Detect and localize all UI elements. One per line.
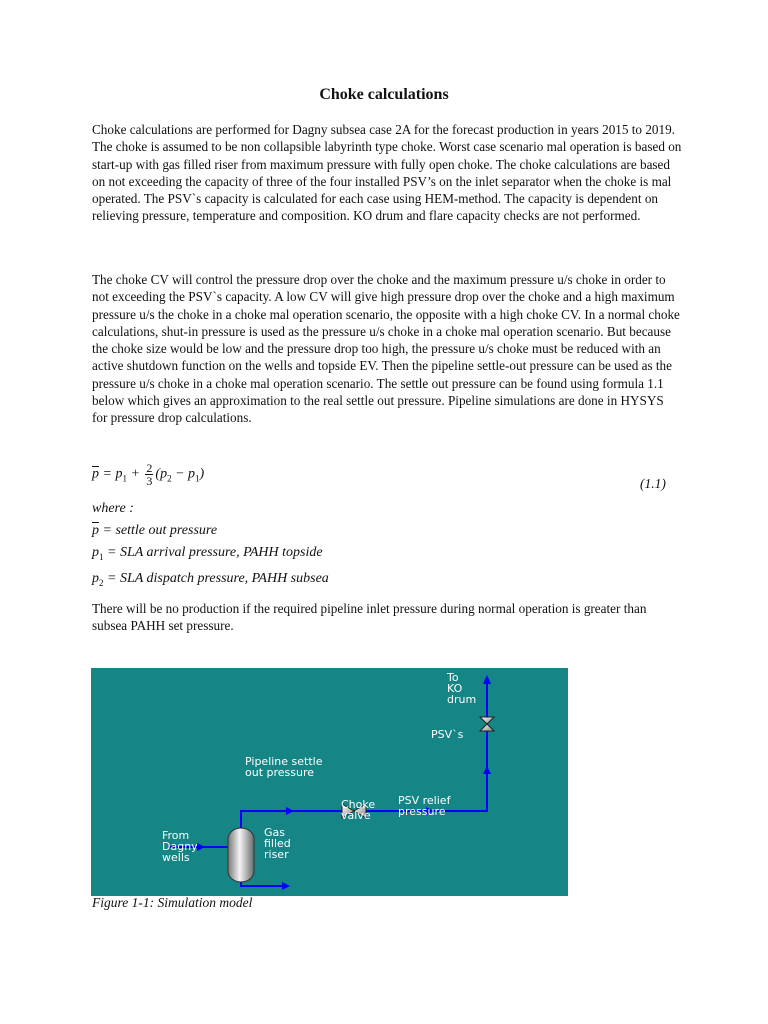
def-p2-symbol: p <box>92 570 99 586</box>
formula-paren-close: ) <box>199 466 205 482</box>
def-p2-text: = SLA dispatch pressure, PAHH subsea <box>103 570 329 586</box>
bottom-line <box>241 881 287 886</box>
def-pbar-text: = settle out pressure <box>99 523 218 538</box>
arrow-overhead <box>286 807 294 815</box>
formula-paren-open: ( <box>155 466 161 482</box>
fraction-denominator: 3 <box>146 474 153 488</box>
definition-p2 <box>92 568 329 594</box>
arrow-up-psv <box>483 766 491 774</box>
label-psvs: PSV`s <box>431 728 464 741</box>
def-p1-sub: 1 <box>99 551 104 562</box>
formula-p1: p <box>115 466 123 482</box>
formula-p1b: p <box>188 466 196 482</box>
label-gas-filled-riser: Gas filled riser <box>264 826 291 861</box>
psv-valve-symbol <box>480 717 494 731</box>
label-to-ko-drum: To KO drum <box>447 671 477 706</box>
equation-number: (1.1) <box>640 476 666 491</box>
def-pbar-symbol: $\overline{p}$ <box>92 523 99 538</box>
simulation-model-diagram <box>91 668 568 896</box>
formula-p2-sub: 2 <box>167 473 172 484</box>
paragraph-choke-cv: The choke CV will control the pressure drop over the choke and the maximum pressure u/s choke in order to not exceeding the PSV`s capacity. A low CV will give high pressure drop over the choke and a high maximum pressure u/s the choke in a choke mal operation scenario, the opposite with a high choke CV. In a normal choke calculations, shut-in pressure is used as the pressure u/s choke in a choke mal operation scenario. But because the choke size would be low and the pressure drop too high, the pressure u/s choke must be reduced with an active shutdown function on the wells and topside EV. Then the pipeline settle-out pressure can be used as the pressure u/s choke in a choke mal operation scenario. The settle out pressure can be found using formula 1.1 below which gives an approximation to the real settle out pressure. Pipeline simulations are done in HYSYS for pressure drop calculations. <box>92 272 680 426</box>
definition-p1 <box>92 542 329 568</box>
paragraph-intro: Choke calculations are performed for Dagny subsea case 2A for the forecast production in years 2015 to 2019. The choke is assumed to be non collapsible labyrinth type choke. Worst case scenario mal operation is based on start-up with gas filled riser from maximum pressure with fully open choke. The choke calculations are based on not exceeding the capacity of three of the four installed PSV’s on the inlet separator when the choke is mal operated. The PSV`s capacity is calculated for each case using HEM-method. The capacity is dependent on relieving pressure, temperature and composition. KO drum and flare capacity checks are not performed. <box>92 122 682 224</box>
formula-plus: + <box>126 466 144 482</box>
definition-where: where : <box>92 501 134 516</box>
formula-p1b-sub: 1 <box>195 473 200 484</box>
label-pipeline-settle: Pipeline settle out pressure <box>245 755 323 779</box>
formula-minus: − <box>171 466 189 482</box>
label-psv-relief: PSV relief pressure <box>398 794 451 818</box>
arrow-bottom <box>282 882 290 890</box>
def-p1-text: = SLA arrival pressure, PAHH topside <box>103 545 323 560</box>
separator-vessel <box>228 828 254 882</box>
label-choke-valve: Choke valve <box>341 798 376 822</box>
formula-fraction <box>145 462 153 487</box>
figure-caption: Figure 1-1: Simulation model <box>92 895 253 910</box>
definition-pbar <box>92 520 329 542</box>
overhead-line <box>241 811 342 829</box>
arrow-to-ko <box>483 675 491 684</box>
formula-pbar: $\overline{p}$ <box>92 466 99 482</box>
formula-p1-sub: 1 <box>122 473 127 484</box>
formula-p2: p <box>160 466 168 482</box>
def-p2-sub: 2 <box>99 577 104 588</box>
formula-definitions <box>92 498 329 594</box>
settle-out-formula <box>92 462 204 487</box>
process-lines <box>169 680 487 886</box>
formula-equals: = <box>99 466 116 482</box>
paragraph-production: There will be no production if the required pipeline inlet pressure during normal operation is greater than subsea PAHH set pressure. <box>92 601 647 634</box>
fraction-numerator: 2 <box>146 461 153 475</box>
label-from-dagny: From Dagny wells <box>162 829 198 864</box>
page-title: Choke calculations <box>319 86 449 103</box>
arrow-feed <box>197 843 205 851</box>
def-p1-symbol: p <box>92 545 99 560</box>
